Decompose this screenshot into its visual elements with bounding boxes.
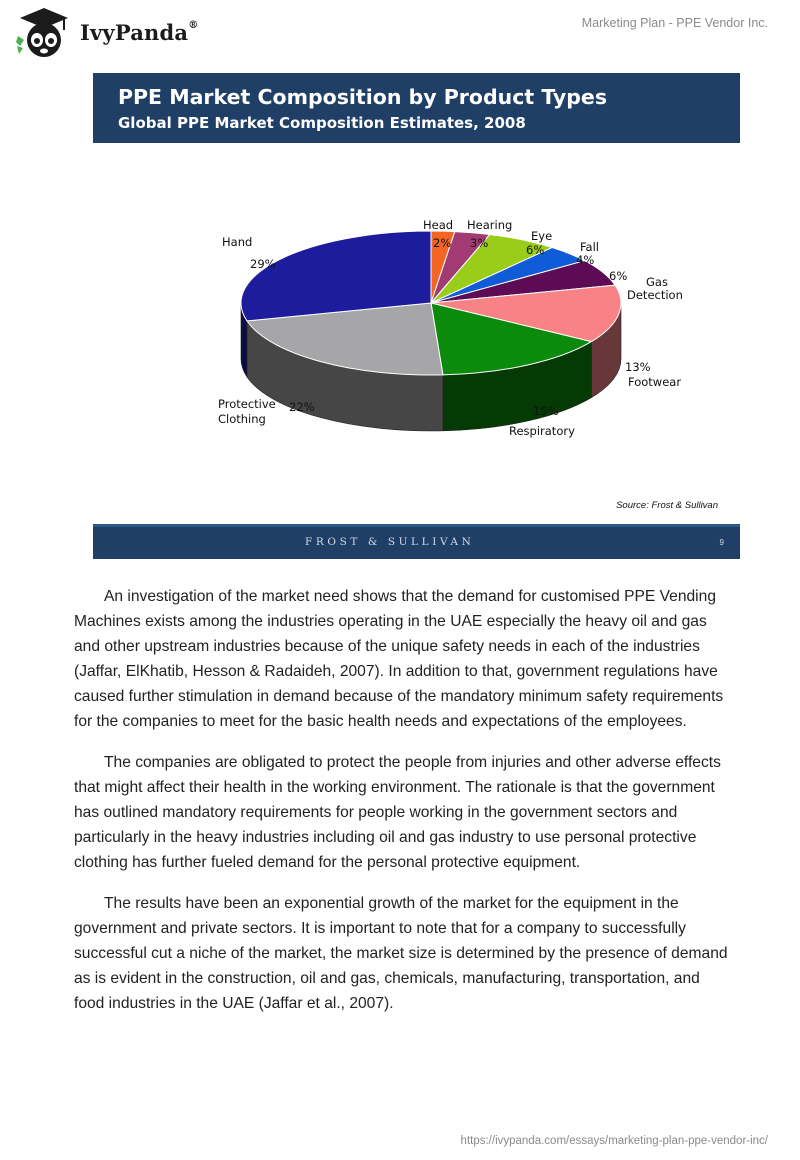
pie-chart bbox=[93, 143, 740, 499]
chart-source: Source: Frost & Sullivan bbox=[616, 500, 718, 511]
ivypanda-logo-icon[interactable] bbox=[14, 6, 76, 58]
brand-name[interactable]: IvyPanda® bbox=[80, 20, 199, 45]
article-body bbox=[74, 584, 734, 1032]
frost-sullivan-wordmark: FROST & SULLIVAN bbox=[305, 536, 475, 548]
label-protective-clothing-line2: Clothing bbox=[218, 412, 266, 426]
value-label-eye: 6% bbox=[526, 243, 545, 257]
paragraph: An investigation of the market need shows that the demand for customised PPE Vending Machines exists among the industries operating in the UAE especially the heavy oil and gas and other upstream industries because of the unique safety needs in each of the industries (Jaffar, ElKhatib, Hesson & Radaideh, 2007). In addition to that, government regulations have caused further stimulation in demand because of the mandatory minimum safety requirements for the companies to meet for the basic health needs and expectations of the employees. bbox=[74, 588, 724, 730]
value-label-fall: 4% bbox=[576, 253, 595, 267]
chart-subtitle: Global PPE Market Composition Estimates, 2008 bbox=[118, 114, 526, 132]
label-hand: Hand bbox=[222, 235, 253, 249]
document-title: Marketing Plan - PPE Vendor Inc. bbox=[581, 16, 768, 30]
label-hearing: Hearing bbox=[467, 218, 513, 232]
page-header bbox=[0, 0, 800, 70]
label-eye: Eye bbox=[531, 229, 553, 243]
figure-header-band bbox=[93, 73, 740, 143]
value-label-hearing: 3% bbox=[470, 236, 489, 250]
value-label-footwear: 13% bbox=[625, 360, 651, 374]
slide-page-number: 9 bbox=[719, 538, 724, 547]
chart-figure bbox=[93, 73, 740, 559]
value-label-protective-clothing: 22% bbox=[289, 400, 315, 414]
label-protective-clothing-line1: Protective bbox=[218, 397, 276, 411]
value-label-respiratory: 15% bbox=[533, 404, 559, 418]
label-gas-detection-line2: Detection bbox=[627, 288, 683, 302]
label-gas-detection-line1: Gas bbox=[646, 275, 668, 289]
label-fall: Fall bbox=[580, 240, 599, 254]
paragraph: The results have been an exponential growth of the market for the equipment in the government and private sectors. It is important to note that for a company to successfully successful cut a niche of the market, the market size is determined by the presence of demand as is evident in the construction, oil and gas, chemicals, manufacturing, transportation, and food industries in the UAE (Jaffar et al., 2007). bbox=[74, 895, 728, 1012]
paragraph: The companies are obligated to protect the people from injuries and other adverse effects that might affect their health in the working environment. The rationale is that the government has outlined mandatory requirements for people working in the government sectors and particularly in the heavy industries including oil and gas industry to use personal protective clothing has further fueled demand for the personal protective equipment. bbox=[74, 754, 721, 871]
value-label-gas-detection: 6% bbox=[609, 269, 628, 283]
value-label-hand: 29% bbox=[250, 257, 276, 271]
figure-footer-band bbox=[93, 524, 740, 559]
chart-title: PPE Market Composition by Product Types bbox=[118, 85, 608, 109]
label-head: Head bbox=[423, 218, 454, 232]
value-label-head: 2% bbox=[433, 236, 452, 250]
pie-chart-svg bbox=[93, 143, 740, 499]
label-footwear: Footwear bbox=[628, 375, 682, 389]
label-respiratory: Respiratory bbox=[509, 424, 575, 438]
source-url[interactable]: https://ivypanda.com/essays/marketing-plan-ppe-vendor-inc/ bbox=[460, 1135, 768, 1147]
